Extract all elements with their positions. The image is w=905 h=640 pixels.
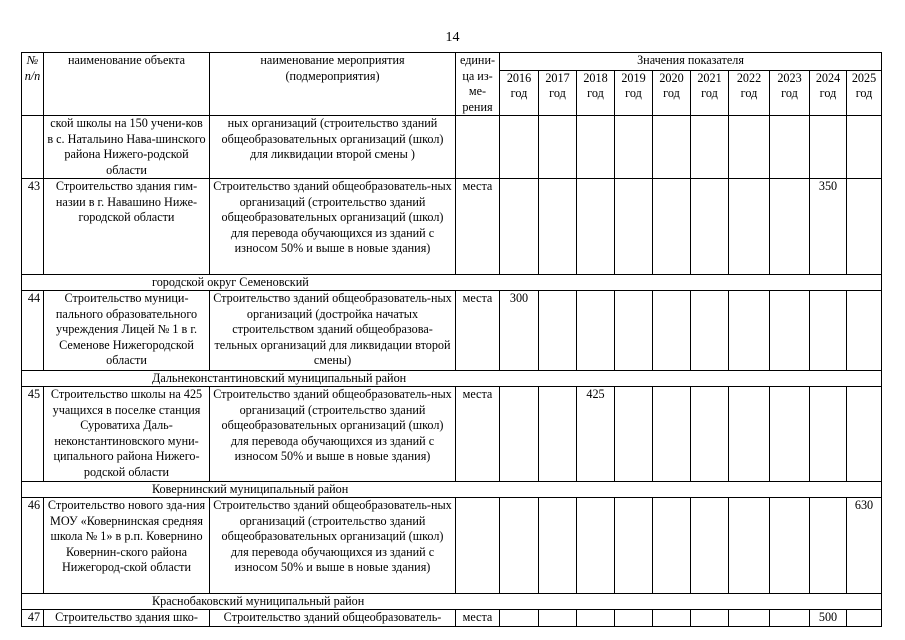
value-cell bbox=[729, 179, 770, 275]
unit-cell: места bbox=[456, 387, 500, 482]
table-row bbox=[22, 116, 882, 179]
value-cell bbox=[539, 179, 577, 275]
header-unit: едини-ца из-ме-рения bbox=[456, 53, 500, 116]
value-cell bbox=[653, 116, 691, 179]
value-cell bbox=[847, 291, 882, 371]
value-cell bbox=[770, 387, 810, 482]
value-cell bbox=[729, 498, 770, 594]
unit-cell bbox=[456, 116, 500, 179]
header-year: 2016 год bbox=[500, 70, 539, 115]
row-number: 45 bbox=[22, 387, 44, 482]
value-cell bbox=[847, 610, 882, 627]
value-cell: 500 bbox=[810, 610, 847, 627]
value-cell bbox=[577, 116, 615, 179]
value-cell: 300 bbox=[500, 291, 539, 371]
region-row bbox=[22, 594, 882, 610]
activity-name: Строительство зданий общеобразователь-ных организаций (достройка начатых строительством зданий общеобразова-тельных организаций для ликвидации второй смены) bbox=[210, 291, 456, 371]
table-body bbox=[22, 116, 882, 627]
object-name: Строительство нового зда-ния МОУ «Ковернинская средняя школа № 1» в р.п. Ковернино Ковернин-ского района Нижегород-ской области bbox=[44, 498, 210, 594]
activity-name: Строительство зданий общеобразователь-ных организаций (строительство зданий общеобразовательных организаций (школ) для перевода обучающихся из зданий с износом 50% и выше в новые здания) bbox=[210, 387, 456, 482]
value-cell bbox=[691, 610, 729, 627]
row-number: 47 bbox=[22, 610, 44, 627]
value-cell bbox=[653, 387, 691, 482]
activity-name: Строительство зданий общеобразователь-ных организаций (строительство зданий общеобразовательных организаций (школ) для перевода обучающихся из зданий с износом 50% и выше в новые здания) bbox=[210, 498, 456, 594]
value-cell bbox=[729, 116, 770, 179]
table-row bbox=[22, 291, 882, 371]
row-number: 46 bbox=[22, 498, 44, 594]
page-number: 14 bbox=[445, 30, 460, 45]
unit-cell: места bbox=[456, 179, 500, 275]
value-cell bbox=[810, 291, 847, 371]
value-cell bbox=[729, 387, 770, 482]
value-cell bbox=[500, 498, 539, 594]
activity-name: ных организаций (строительство зданий общеобразовательных организаций (школ) для ликвидации второй смены ) bbox=[210, 116, 456, 179]
object-name: Строительство школы на 425 учащихся в поселке станция Суроватиха Даль-неконстантиновского муни-ципального района Нижего-родской области bbox=[44, 387, 210, 482]
value-cell bbox=[615, 610, 653, 627]
table-header bbox=[22, 53, 882, 116]
row-number: 43 bbox=[22, 179, 44, 275]
value-cell bbox=[500, 179, 539, 275]
region-row bbox=[22, 275, 882, 291]
header-year: 2024 год bbox=[810, 70, 847, 115]
header-year: 2019 год bbox=[615, 70, 653, 115]
value-cell bbox=[653, 610, 691, 627]
activity-name: Строительство зданий общеобразователь-ных организаций (строительство зданий общеобразовательных организаций (школ) для перевода обучающихся из зданий с износом 50% и выше в новые здания) bbox=[210, 179, 456, 275]
region-label: городской округ Семеновский bbox=[22, 275, 882, 291]
row-number: 44 bbox=[22, 291, 44, 371]
unit-cell bbox=[456, 498, 500, 594]
value-cell bbox=[539, 498, 577, 594]
value-cell bbox=[500, 610, 539, 627]
row-number bbox=[22, 116, 44, 179]
object-name: Строительство здания гим-назии в г. Навашино Ниже-городской области bbox=[44, 179, 210, 275]
value-cell bbox=[691, 116, 729, 179]
table-row bbox=[22, 498, 882, 594]
value-cell bbox=[615, 179, 653, 275]
value-cell bbox=[615, 116, 653, 179]
object-name: Строительство здания шко- bbox=[44, 610, 210, 627]
value-cell bbox=[653, 498, 691, 594]
value-cell bbox=[653, 179, 691, 275]
header-object: наименование объекта bbox=[44, 53, 210, 116]
region-label: Краснобаковский муниципальный район bbox=[22, 594, 882, 610]
object-name: ской школы на 150 учени-ков в с. Натальино Нава-шинского района Нижего-родской области bbox=[44, 116, 210, 179]
value-cell bbox=[500, 116, 539, 179]
value-cell bbox=[615, 387, 653, 482]
value-cell bbox=[810, 387, 847, 482]
value-cell bbox=[691, 291, 729, 371]
value-cell bbox=[729, 291, 770, 371]
header-values-group: Значения показателя bbox=[500, 53, 882, 71]
region-label: Дальнеконстантиновский муниципальный район bbox=[22, 371, 882, 387]
value-cell bbox=[500, 387, 539, 482]
value-cell bbox=[615, 498, 653, 594]
value-cell: 630 bbox=[847, 498, 882, 594]
value-cell: 350 bbox=[810, 179, 847, 275]
value-cell bbox=[729, 610, 770, 627]
value-cell bbox=[770, 498, 810, 594]
header-year: 2017 год bbox=[539, 70, 577, 115]
value-cell bbox=[691, 387, 729, 482]
value-cell bbox=[691, 179, 729, 275]
value-cell bbox=[539, 116, 577, 179]
activity-name: Строительство зданий общеобразователь- bbox=[210, 610, 456, 627]
value-cell bbox=[577, 498, 615, 594]
header-activity: наименование мероприятия (подмероприятия) bbox=[210, 53, 456, 116]
region-row bbox=[22, 371, 882, 387]
header-year: 2022 год bbox=[729, 70, 770, 115]
header-year: 2025 год bbox=[847, 70, 882, 115]
unit-cell: места bbox=[456, 610, 500, 627]
object-name: Строительство муници-пального образовательного учреждения Лицей № 1 в г. Семенове Нижегородской области bbox=[44, 291, 210, 371]
header-year: 2023 год bbox=[770, 70, 810, 115]
value-cell bbox=[577, 179, 615, 275]
value-cell bbox=[810, 498, 847, 594]
region-row bbox=[22, 482, 882, 498]
value-cell bbox=[615, 291, 653, 371]
value-cell: 425 bbox=[577, 387, 615, 482]
value-cell bbox=[847, 387, 882, 482]
value-cell bbox=[539, 291, 577, 371]
value-cell bbox=[770, 116, 810, 179]
value-cell bbox=[847, 179, 882, 275]
value-cell bbox=[539, 610, 577, 627]
value-cell bbox=[653, 291, 691, 371]
value-cell bbox=[770, 291, 810, 371]
header-year: 2018 год bbox=[577, 70, 615, 115]
value-cell bbox=[691, 498, 729, 594]
indicators-table bbox=[21, 52, 882, 627]
table-row bbox=[22, 610, 882, 627]
value-cell bbox=[539, 387, 577, 482]
value-cell bbox=[770, 610, 810, 627]
header-number: № п/п bbox=[22, 53, 44, 116]
value-cell bbox=[577, 291, 615, 371]
value-cell bbox=[577, 610, 615, 627]
table-row bbox=[22, 387, 882, 482]
header-year: 2020 год bbox=[653, 70, 691, 115]
value-cell bbox=[847, 116, 882, 179]
value-cell bbox=[810, 116, 847, 179]
header-year: 2021 год bbox=[691, 70, 729, 115]
unit-cell: места bbox=[456, 291, 500, 371]
region-label: Ковернинский муниципальный район bbox=[22, 482, 882, 498]
value-cell bbox=[770, 179, 810, 275]
table-row bbox=[22, 179, 882, 275]
